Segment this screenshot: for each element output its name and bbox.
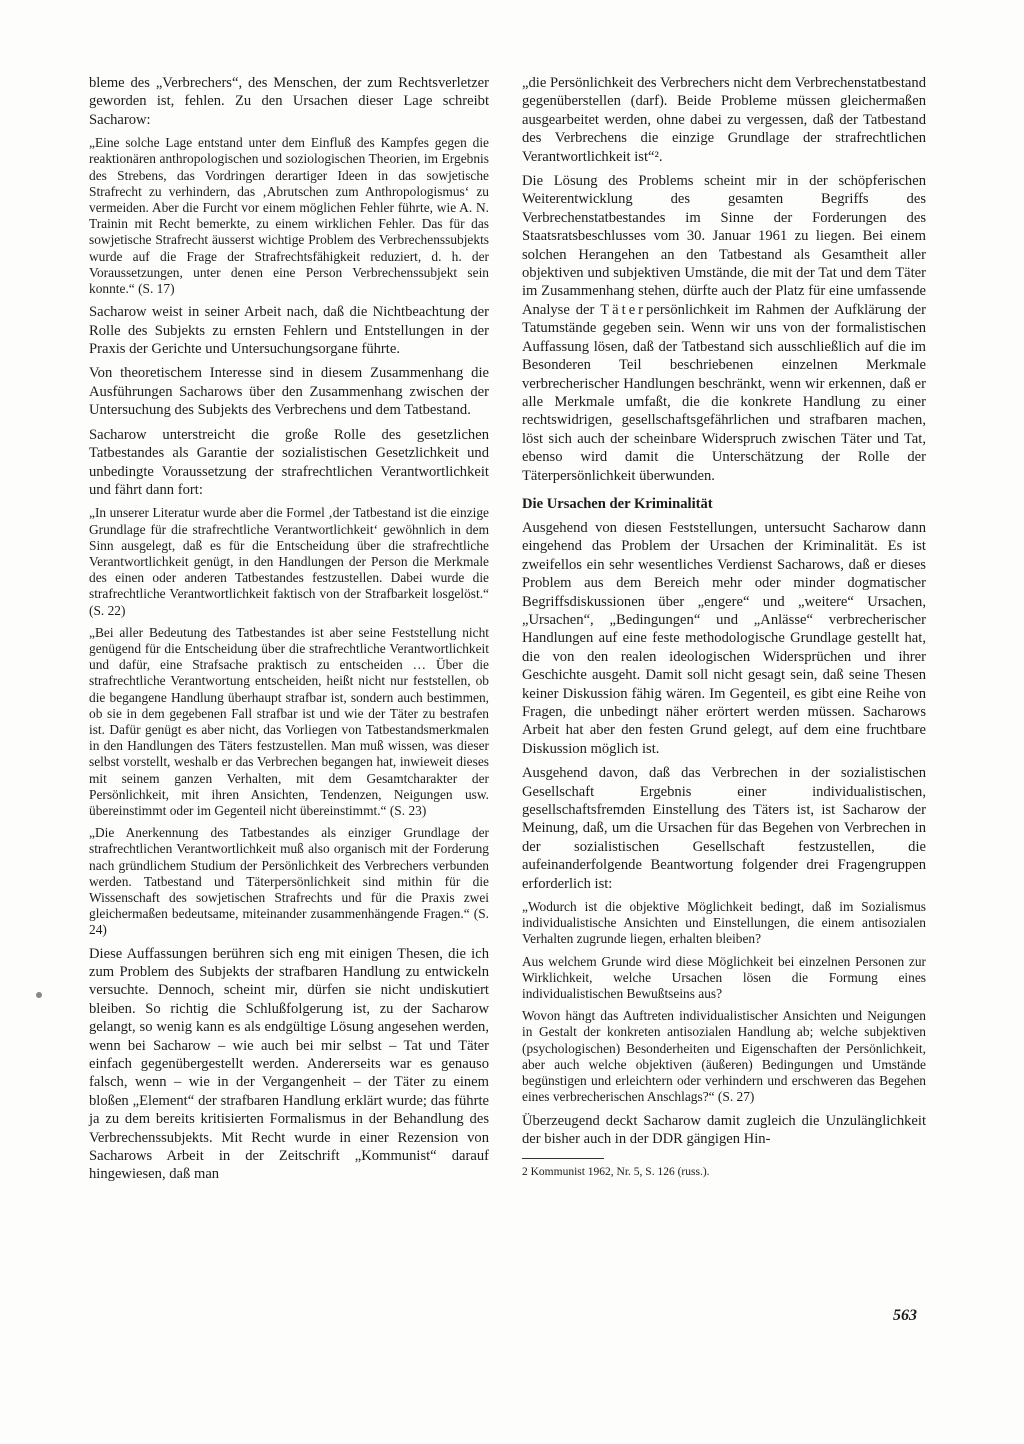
paragraph (522, 172, 926, 485)
paragraph: Ausgehend davon, daß das Verbrechen in der sozialistischen Gesellschaft Ergebnis einer individualistischen, gesellschaftsfremden Einstellung des Täters ist, ist Sacharow der Meinung, daß, um die Ursachen für das Begehen von Verbrechen in der sozialistischen Gesellschaft festzustellen, die aufeinanderfolgende Beantwortung folgender drei Fragengruppen erforderlich ist: (522, 765, 926, 892)
paragraph: Diese Auffassungen berühren sich eng mit einigen Thesen, die ich zum Problem des Subjekts der strafbaren Handlung zu entwickeln versuchte. Dennoch, scheint mir, dürfen sie nicht undiskutiert bleiben. So richtig die Schlußfolgerung ist, zu der Sacharow gelangt, so wenig kann es als endgültige Lösung angesehen werden, wenn bei Sacharow – wie auch bei mir selbst – Tat und Täter einfach gegenübergestellt werden. Andererseits war es genauso falsch, wenn – wie in der Vergangenheit – der Täter zu einem bloßen „Element“ der strafbaren Handlung erklärt wurde; das führte ja zu dem bereits kritisierten Formalismus in der Behandlung des Verbrechenssubjekts. Mit Recht wurde in einer Rezension von Sacharows Arbeit in der Zeitschrift „Kommunist“ darauf hingewiesen, daß man (89, 945, 489, 1183)
paragraph: „die Persönlichkeit des Verbrechers nicht dem Verbrechenstatbestand gegenüberstellen (darf). Beide Probleme müssen gleichermaßen ausgearbeitet werden, ohne dabei zu vergessen, daß der Tatbestand des Verbrechens die einzige Grundlage der strafrechtlichen Verantwortlichkeit ist“². (522, 75, 926, 165)
paragraph: Ausgehend von diesen Feststellungen, untersucht Sacharow dann eingehend das Problem der Ursachen der Kriminalität. Es ist zweifellos ein sehr wesentliches Verdienst Sacharows, daß er dieses Problem aus dem Bereich mehr oder minder dogmatischer Begriffsdiskussionen über „engere“ und „weitere“ Ursachen, „Ursachen“, „Bedingungen“ und „Anlässe“ verbrecherischer Handlungen auf eine feste methodologische Grundlage gestellt hat, die von den realen ideologischen Widersprüchen und ihrer Geschichte ausgeht. Damit soll nicht gesagt sein, daß seine Thesen keiner Diskussion fähig wären. Im Gegenteil, es gibt eine Reihe von Fragen, die unbedingt näher erörtert werden müssen. Sacharows Arbeit hat aber den festen Grund gelegt, auf dem eine fruchtbare Diskussion möglich ist. (522, 519, 926, 757)
scan-mark (36, 992, 42, 998)
quotation: „Eine solche Lage entstand unter dem Einfluß des Kampfes gegen die reaktionären anthropologischen und soziologischen Theorien, im Ergebnis des Strebens, das Vordringen derartiger Ideen in das sowjetische Strafrecht zu verhindern, das ‚Abrutschen zum Anthropologismus‘ zu vermeiden. Aber die Furcht vor einem möglichen Fehler führte, wie A. N. Trainin mit Recht bemerkte, zu einem wirklichen Fehler. Das für das sowjetische Strafrecht äusserst wichtige Problem des Verbrechenssubjekts wurde auf die Frage der Strafrechtsfähigkeit reduziert, d. h. der Voraussetzungen, unter denen eine Person Verbrechenssubjekt sein konnte.“ (S. 17) (89, 135, 489, 297)
footnote: 2 Kommunist 1962, Nr. 5, S. 126 (russ.). (522, 1166, 710, 1179)
left-column (89, 74, 489, 1190)
quotation: „In unserer Literatur wurde aber die Formel ‚der Tatbestand ist die einzige Grundlage für die strafrechtliche Verantwortlichkeit‘ gewöhnlich in dem Sinn ausgelegt, daß es für die Entscheidung über die strafrechtliche Verantwortlichkeit genügt, in den Handlungen der Person die Merkmale des einen oder anderen Tatbestandes festzustellen. Dabei wurde die strafrechtliche Verantwortlichkeit faktisch von der Strafbarkeit losgelöst.“ (S. 22) (89, 505, 489, 618)
paragraph: bleme des „Verbrechers“, des Menschen, der zum Rechtsverletzer geworden ist, fehlen. Zu den Ursachen dieser Lage schreibt Sacharow: (89, 75, 489, 128)
quotation: Aus welchem Grunde wird diese Möglichkeit bei einzelnen Personen zur Wirklichkeit, welche Ursachen lösen die Formung eines individualistischen Bewußtseins aus? (522, 953, 926, 1002)
footnote-divider (522, 1158, 604, 1159)
paragraph: Sacharow weist in seiner Arbeit nach, daß die Nichtbeachtung der Rolle des Subjekts zu ernsten Fehlern und Entstellungen in der Praxis der Gerichte und Untersuchungsorgane führte. (89, 304, 489, 358)
quotation: „Die Anerkennung des Tatbestandes als einziger Grundlage der strafrechtlichen Verantwortlichkeit muß also organisch mit der Forderung nach gründlichem Studium der Persönlichkeit des Verbrechers verbunden werden. Tatbestand und Täterpersönlichkeit sind mithin für die Wissenschaft des sowjetischen Strafrechts und für die Praxis zwei gleichermaßen bedeutsame, miteinander zusammenhängende Fragen.“ (S. 24) (89, 825, 489, 938)
paragraph: Überzeugend deckt Sacharow damit zugleich die Unzulänglichkeit der bisher auch in der DDR gängigen Hin- (522, 1112, 926, 1147)
paragraph: Von theoretischem Interesse sind in diesem Zusammenhang die Ausführungen Sacharows über den Zusammenhang zwischen der Untersuchung des Subjekts des Verbrechens und dem Tatbestand. (89, 365, 489, 419)
emphasized-term: Täter (600, 301, 647, 318)
quotation: „Bei aller Bedeutung des Tatbestandes ist aber seine Feststellung nicht genügend für die Entscheidung über die strafrechtliche Verantwortlichkeit und dafür, eine Strafsache praktisch zu entscheiden … Über die strafrechtliche Verantwortung entscheiden, heißt nicht nur feststellen, ob die begangene Handlung überhaupt strafbar ist, sondern auch bestimmen, ob sie in dem gegebenen Fall strafbar ist und wie der Täter zu bestrafen ist. Dafür genügt es aber nicht, das Vorliegen von Tatbestandsmerkmalen in den Handlungen des Täters festzustellen. Man muß wissen, was dieser selbst vorstellt, weshalb er das Verbrechen begangen hat, inwieweit dieses mit seinem ganzen Verhalten, mit dem Gesamtcharakter der Persönlichkeit, mit ihren Ansichten, Tendenzen, Neigungen usw. übereinstimmt oder im Gegenteil nicht übereinstimmt.“ (S. 23) (89, 624, 489, 818)
section-heading: Die Ursachen der Kriminalität (522, 495, 713, 512)
page-number: 563 (893, 1307, 917, 1324)
paragraph-text: Die Lösung des Problems scheint mir in der schöpferischen Weiterentwicklung des gesamten Begriffs des Verbrechenstatbestandes im Sinne der Forderungen des Staatsratsbeschlusses vom 30. Januar 1961 zu liegen. Bei einem solchen Herangehen an den Tatbestand als Gesamtheit aller objektiven und subjektiven Umstände, die mit der Tat und dem Täter im Zusammenhang stehen, dürfte auch der Platz für eine umfassende Analyse der (522, 173, 926, 318)
paragraph: Sacharow unterstreicht die große Rolle des gesetzlichen Tatbestandes als Garantie der sozialistischen Gesetzlichkeit und unbedingte Voraussetzung der strafrechtlichen Verantwortlichkeit und fährt dann fort: (89, 426, 489, 498)
paragraph-text: persönlichkeit im Rahmen der Aufklärung der Tatumstände gegeben sein. Wenn wir uns von der formalistischen Auffassung lösen, daß der Tatbestand sich ausschließlich auf die im Besonderen Teil beschriebenen einzelnen Merkmale verbrecherischer Handlungen beschränkt, wenn wir erkennen, daß er alle Merkmale umfaßt, die die konkrete Handlung zu einer rechtswidrigen, gesellschaftsgefährlichen und strafbaren machen, löst sich auch der scheinbare Widerspruch zwischen Täter und Tat, ebenso wird damit die Unterschätzung der Rolle der Täterpersönlichkeit überwunden. (522, 301, 926, 484)
right-column (522, 74, 926, 1179)
quotation: „Wodurch ist die objektive Möglichkeit bedingt, daß im Sozialismus individualistische Ansichten und Einstellungen, die einem antisozialen Verhalten zugrunde liegen, erhalten bleiben? (522, 899, 926, 947)
quotation: Wovon hängt das Auftreten individualistischer Ansichten und Neigungen in Gestalt der konkreten antisozialen Handlung ab; welche subjektiven (psychologischen) Besonderheiten und Eigenschaften der Persönlichkeit, aber auch welche objektiven (äußeren) Bedingungen und Umstände begünstigen und erleichtern oder verhindern und erschweren das Begehen eines verbrecherischen Anschlags?“ (S. 27) (522, 1008, 926, 1105)
